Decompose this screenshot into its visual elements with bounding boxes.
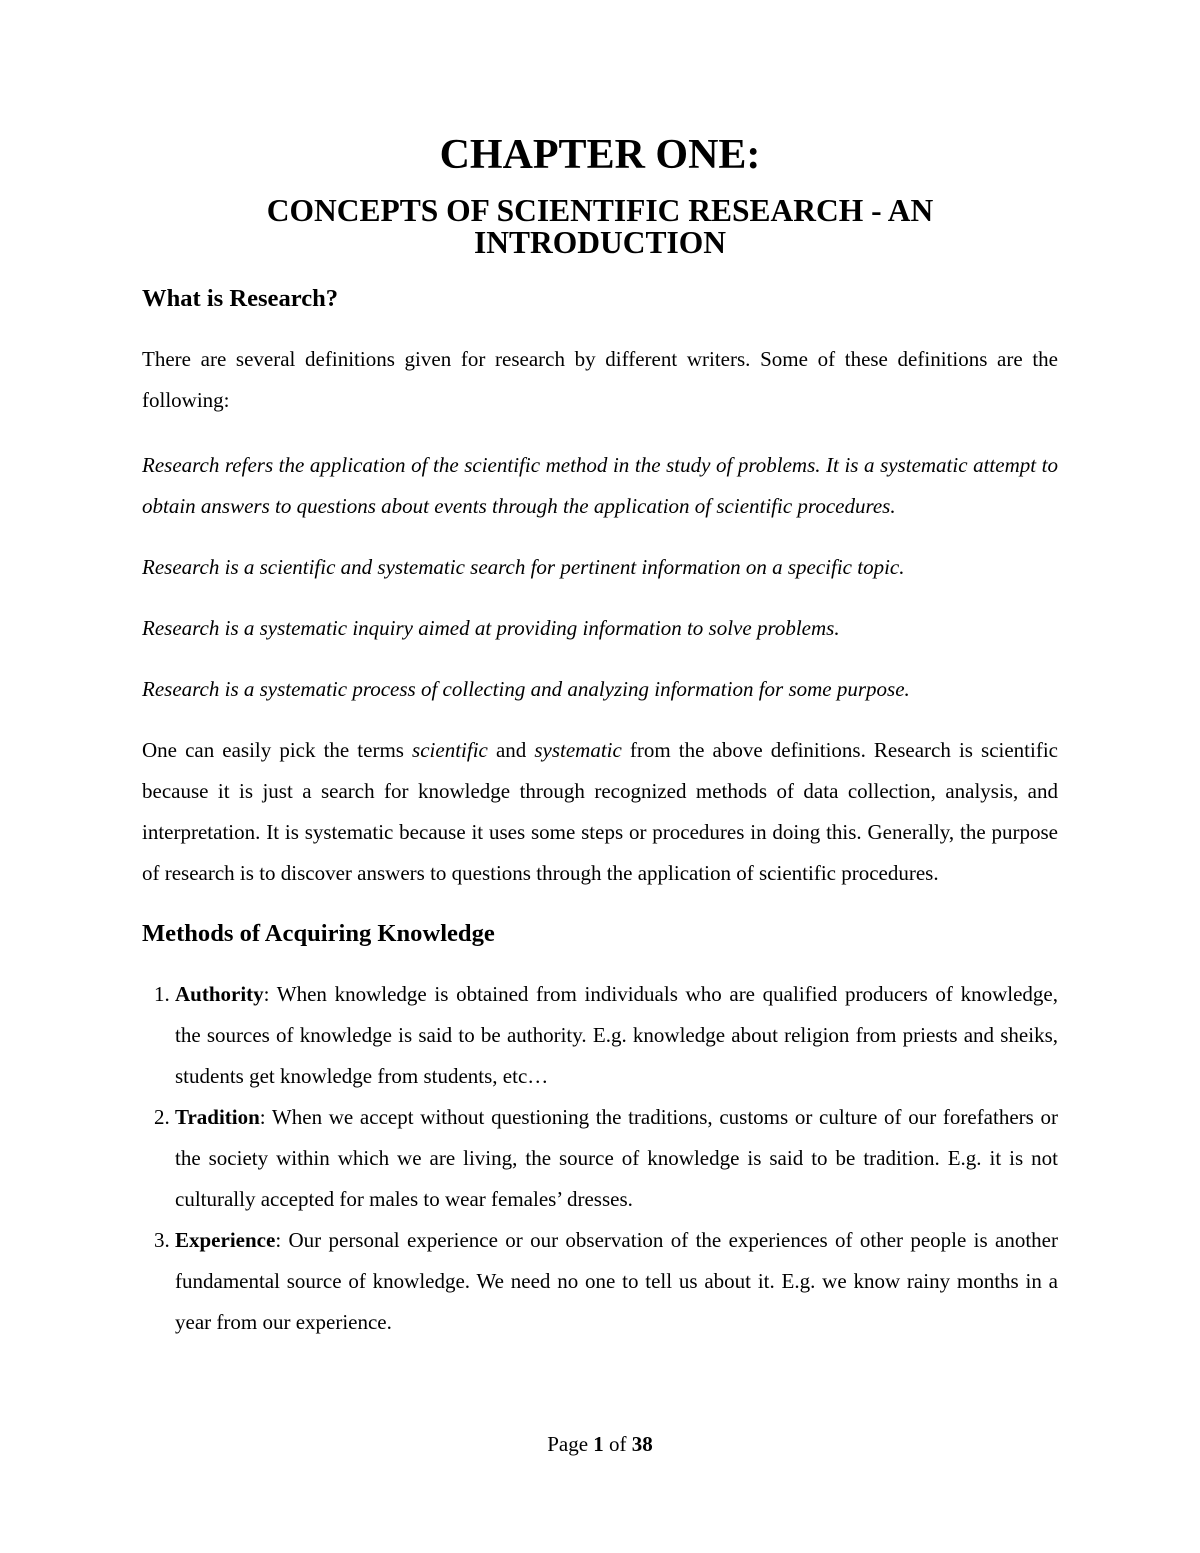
section-heading-methods: Methods of Acquiring Knowledge: [142, 920, 495, 947]
current-page-number: 1: [593, 1432, 604, 1456]
definition-paragraph: Research refers the application of the scientific method in the study of problems. It is a systematic attempt to obtain answers to questions about events through the application of scientific procedures.: [142, 453, 1058, 518]
methods-list: [142, 974, 1058, 1343]
section-heading-what-is-research: What is Research?: [142, 285, 339, 312]
method-term: Experience: [175, 1228, 276, 1252]
term-scientific: scientific: [412, 738, 488, 762]
method-description: : When knowledge is obtained from individuals who are qualified producers of knowledge, the sources of knowledge is said to be authority. E.g. knowledge about religion from priests and sheiks, students get knowledge from students, etc…: [175, 982, 1058, 1088]
definition-paragraph: Research is a systematic process of collecting and analyzing information for some purpose.: [142, 677, 910, 701]
summary-text: from the above definitions. Research is scientific because it is just a search for knowledge through recognized methods of data collection, analysis, and interpretation. It is systematic because it uses some steps or procedures in doing this. Generally, the purpose of research is to discover answers to questions through the application of scientific procedures.: [142, 738, 1058, 885]
chapter-title: CHAPTER ONE:: [439, 132, 761, 178]
term-systematic: systematic: [534, 738, 622, 762]
method-description: : Our personal experience or our observation of the experiences of other people is another fundamental source of knowledge. We need no one to tell us about it. E.g. we know rainy months in a year from our experience.: [175, 1228, 1058, 1334]
list-item: [175, 1097, 1058, 1220]
footer-middle: of: [603, 1432, 632, 1456]
definition-paragraph: Research is a scientific and systematic search for pertinent information on a specific topic.: [142, 555, 905, 579]
summary-paragraph: [142, 730, 1058, 894]
page-content: [142, 132, 1058, 1343]
list-item: [175, 1220, 1058, 1343]
summary-text: One can easily pick the terms: [142, 738, 413, 762]
summary-text: and: [487, 738, 535, 762]
chapter-subtitle: CONCEPTS OF SCIENTIFIC RESEARCH - AN INTRODUCTION: [266, 193, 934, 260]
intro-paragraph: There are several definitions given for research by different writers. Some of these definitions are the following:: [142, 347, 1058, 412]
footer-prefix: Page: [547, 1432, 594, 1456]
page-footer: [0, 1428, 1200, 1460]
method-term: Authority: [175, 982, 264, 1006]
total-page-count: 38: [631, 1432, 653, 1456]
method-description: : When we accept without questioning the traditions, customs or culture of our forefathers or the society within which we are living, the source of knowledge is said to be tradition. E.g. it is not culturally accepted for males to wear females’ dresses.: [175, 1105, 1058, 1211]
definition-paragraph: Research is a systematic inquiry aimed at providing information to solve problems.: [142, 616, 840, 640]
list-item: [175, 974, 1058, 1097]
method-term: Tradition: [175, 1105, 260, 1129]
